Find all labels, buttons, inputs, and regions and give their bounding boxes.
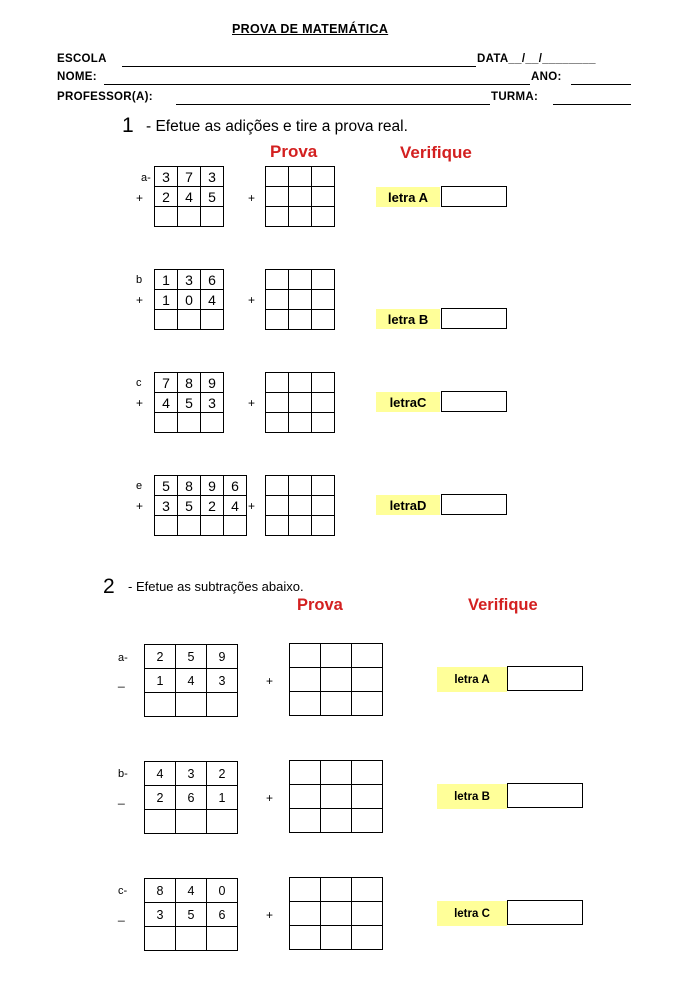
- answer-cell[interactable]: [207, 927, 238, 951]
- q1-verifique-heading: Verifique: [400, 143, 472, 162]
- q2-item-a-operator: _: [118, 674, 125, 688]
- prova-cell[interactable]: [352, 785, 383, 809]
- digit-cell: 1: [155, 290, 178, 310]
- answer-cell[interactable]: [178, 413, 201, 433]
- prova-cell[interactable]: [289, 373, 312, 393]
- q1-item-a-prova-grid[interactable]: [265, 166, 335, 227]
- answer-cell[interactable]: [155, 413, 178, 433]
- q1-item-c-verify-label: letraC: [376, 392, 440, 412]
- prova-cell[interactable]: [289, 310, 312, 330]
- digit-cell: 3: [176, 762, 207, 786]
- digit-cell: 7: [155, 373, 178, 393]
- q1-item-d-prova-operator: +: [248, 499, 256, 513]
- prova-cell[interactable]: [290, 644, 321, 668]
- q1-item-a-verify-label: letra A: [376, 187, 440, 207]
- question-1-number: 1: [122, 114, 134, 137]
- digit-cell: 9: [201, 476, 224, 496]
- digit-cell: 4: [145, 762, 176, 786]
- answer-cell[interactable]: [155, 516, 178, 536]
- q2-item-c-label: c-: [118, 885, 128, 897]
- prova-cell[interactable]: [352, 926, 383, 950]
- digit-cell: 5: [155, 476, 178, 496]
- answer-cell[interactable]: [145, 810, 176, 834]
- digit-cell: 5: [201, 187, 224, 207]
- q2-item-b-label: b-: [118, 768, 128, 780]
- answer-cell[interactable]: [178, 310, 201, 330]
- prova-cell[interactable]: [266, 207, 289, 227]
- q2-item-a-verify-label: letra A: [437, 667, 507, 692]
- q1-item-b-grid: [154, 269, 224, 330]
- q2-item-b-prova-operator: +: [266, 791, 274, 805]
- prova-cell[interactable]: [289, 290, 312, 310]
- digit-cell: 4: [176, 879, 207, 903]
- q2-item-c-verify-label: letra C: [437, 901, 507, 926]
- digit-cell: 9: [201, 373, 224, 393]
- prova-cell[interactable]: [266, 187, 289, 207]
- digit-cell: 3: [201, 167, 224, 187]
- prova-cell[interactable]: [321, 809, 352, 833]
- prova-cell[interactable]: [266, 270, 289, 290]
- prova-cell[interactable]: [312, 187, 335, 207]
- q1-item-a-label: a-: [141, 172, 151, 184]
- question-2-text: - Efetue as subtrações abaixo.: [128, 579, 304, 594]
- q1-item-d-operator: +: [136, 499, 144, 513]
- digit-cell: 5: [176, 645, 207, 669]
- digit-cell: 4: [201, 290, 224, 310]
- q1-item-b-operator: +: [136, 293, 144, 307]
- turma-label: TURMA:: [491, 91, 539, 103]
- prova-cell[interactable]: [289, 393, 312, 413]
- digit-cell: 1: [145, 669, 176, 693]
- q2-item-a-grid: [144, 644, 238, 717]
- prova-cell[interactable]: [352, 902, 383, 926]
- prova-cell[interactable]: [312, 393, 335, 413]
- prova-cell[interactable]: [352, 644, 383, 668]
- prova-cell[interactable]: [312, 207, 335, 227]
- digit-cell: 3: [207, 669, 238, 693]
- prova-cell[interactable]: [321, 692, 352, 716]
- prova-cell[interactable]: [289, 270, 312, 290]
- q1-item-a-operator: +: [136, 191, 144, 205]
- q1-item-c-label: c: [136, 377, 142, 389]
- answer-cell[interactable]: [178, 516, 201, 536]
- q2-item-c-prova-operator: +: [266, 908, 274, 922]
- prova-cell[interactable]: [290, 809, 321, 833]
- prova-cell[interactable]: [321, 785, 352, 809]
- q1-item-d-grid: [154, 475, 247, 536]
- prova-cell[interactable]: [312, 167, 335, 187]
- digit-cell: 6: [207, 903, 238, 927]
- turma-field[interactable]: [553, 104, 631, 105]
- ano-field[interactable]: [571, 84, 631, 85]
- q1-item-c-verify-box[interactable]: [441, 391, 507, 412]
- q2-item-b-prova-grid[interactable]: [289, 760, 383, 833]
- prova-cell[interactable]: [290, 668, 321, 692]
- q2-item-a-prova-grid[interactable]: [289, 643, 383, 716]
- q1-item-c-operator: +: [136, 396, 144, 410]
- prova-cell[interactable]: [312, 270, 335, 290]
- digit-cell: 0: [178, 290, 201, 310]
- answer-cell[interactable]: [224, 516, 247, 536]
- prova-cell[interactable]: [290, 785, 321, 809]
- q2-item-c-prova-grid[interactable]: [289, 877, 383, 950]
- prova-cell[interactable]: [289, 207, 312, 227]
- q1-prova-heading: Prova: [270, 142, 318, 161]
- data-label: DATA__/__/________: [477, 53, 596, 65]
- prova-cell[interactable]: [312, 516, 335, 536]
- q1-item-a-prova-operator: +: [248, 191, 256, 205]
- q1-item-a-grid: [154, 166, 224, 227]
- prova-cell[interactable]: [289, 413, 312, 433]
- q1-item-c-prova-operator: +: [248, 396, 256, 410]
- q2-verifique-heading: Verifique: [468, 596, 538, 614]
- prova-cell[interactable]: [312, 310, 335, 330]
- answer-cell[interactable]: [155, 310, 178, 330]
- digit-cell: 4: [155, 393, 178, 413]
- digit-cell: 5: [178, 393, 201, 413]
- q1-item-a-verify-box[interactable]: [441, 186, 507, 207]
- digit-cell: 3: [155, 496, 178, 516]
- digit-cell: 2: [207, 762, 238, 786]
- professor-field[interactable]: [176, 104, 490, 105]
- prova-cell[interactable]: [352, 878, 383, 902]
- q1-item-c-prova-grid[interactable]: [265, 372, 335, 433]
- answer-cell[interactable]: [145, 693, 176, 717]
- answer-cell[interactable]: [176, 810, 207, 834]
- prova-cell[interactable]: [289, 167, 312, 187]
- q1-item-d-prova-grid[interactable]: [265, 475, 335, 536]
- q2-item-b-verify-box[interactable]: [507, 783, 583, 808]
- q1-item-b-prova-operator: +: [248, 293, 256, 307]
- q2-item-b-grid: [144, 761, 238, 834]
- prova-cell[interactable]: [321, 878, 352, 902]
- prova-cell[interactable]: [290, 878, 321, 902]
- prova-cell[interactable]: [266, 310, 289, 330]
- digit-cell: 2: [145, 786, 176, 810]
- prova-cell[interactable]: [266, 413, 289, 433]
- prova-cell[interactable]: [312, 413, 335, 433]
- answer-cell[interactable]: [201, 516, 224, 536]
- digit-cell: 6: [201, 270, 224, 290]
- digit-cell: 8: [178, 476, 201, 496]
- digit-cell: 3: [178, 270, 201, 290]
- prova-cell[interactable]: [289, 187, 312, 207]
- digit-cell: 6: [224, 476, 247, 496]
- answer-cell[interactable]: [176, 693, 207, 717]
- prova-cell[interactable]: [289, 476, 312, 496]
- prova-cell[interactable]: [321, 926, 352, 950]
- answer-cell[interactable]: [176, 927, 207, 951]
- prova-cell[interactable]: [321, 902, 352, 926]
- answer-cell[interactable]: [207, 693, 238, 717]
- digit-cell: 8: [145, 879, 176, 903]
- digit-cell: 4: [176, 669, 207, 693]
- q1-item-d-verify-label: letraD: [376, 495, 440, 515]
- digit-cell: 7: [178, 167, 201, 187]
- page-title: PROVA DE MATEMÁTICA: [232, 22, 389, 36]
- q2-item-b-operator: _: [118, 791, 125, 805]
- prova-cell[interactable]: [321, 668, 352, 692]
- digit-cell: 1: [155, 270, 178, 290]
- answer-cell[interactable]: [201, 310, 224, 330]
- answer-cell[interactable]: [201, 413, 224, 433]
- prova-cell[interactable]: [290, 761, 321, 785]
- digit-cell: 8: [178, 373, 201, 393]
- q2-item-b-verify-label: letra B: [437, 784, 507, 809]
- prova-cell[interactable]: [312, 496, 335, 516]
- q2-prova-heading: Prova: [297, 596, 343, 614]
- prova-cell[interactable]: [312, 373, 335, 393]
- prova-cell[interactable]: [266, 290, 289, 310]
- digit-cell: 2: [201, 496, 224, 516]
- prova-cell[interactable]: [352, 809, 383, 833]
- prova-cell[interactable]: [312, 476, 335, 496]
- digit-cell: 3: [201, 393, 224, 413]
- digit-cell: 1: [207, 786, 238, 810]
- q2-item-a-prova-operator: +: [266, 674, 274, 688]
- escola-label: ESCOLA: [57, 53, 107, 65]
- professor-label: PROFESSOR(A):: [57, 91, 153, 103]
- digit-cell: 5: [178, 496, 201, 516]
- q1-item-b-label: b: [136, 274, 143, 286]
- q2-item-c-grid: [144, 878, 238, 951]
- digit-cell: 4: [224, 496, 247, 516]
- q2-item-a-label: a-: [118, 652, 128, 664]
- q2-item-a-verify-box[interactable]: [507, 666, 583, 691]
- answer-cell[interactable]: [207, 810, 238, 834]
- prova-cell[interactable]: [321, 761, 352, 785]
- prova-cell[interactable]: [289, 496, 312, 516]
- digit-cell: 5: [176, 903, 207, 927]
- digit-cell: 0: [207, 879, 238, 903]
- prova-cell[interactable]: [352, 668, 383, 692]
- prova-cell[interactable]: [321, 644, 352, 668]
- answer-cell[interactable]: [178, 207, 201, 227]
- prova-cell[interactable]: [266, 373, 289, 393]
- q1-item-b-verify-label: letra B: [376, 309, 440, 329]
- digit-cell: 3: [155, 167, 178, 187]
- prova-cell[interactable]: [266, 476, 289, 496]
- answer-cell[interactable]: [145, 927, 176, 951]
- q2-item-c-operator: _: [118, 908, 125, 922]
- question-1-text: - Efetue as adições e tire a prova real.: [146, 118, 408, 135]
- prova-cell[interactable]: [290, 692, 321, 716]
- nome-field[interactable]: [104, 84, 530, 85]
- digit-cell: 2: [145, 645, 176, 669]
- prova-cell[interactable]: [266, 516, 289, 536]
- digit-cell: 9: [207, 645, 238, 669]
- prova-cell[interactable]: [289, 516, 312, 536]
- prova-cell[interactable]: [290, 902, 321, 926]
- prova-cell[interactable]: [352, 692, 383, 716]
- prova-cell[interactable]: [266, 393, 289, 413]
- prova-cell[interactable]: [312, 290, 335, 310]
- prova-cell[interactable]: [352, 761, 383, 785]
- answer-cell[interactable]: [155, 207, 178, 227]
- digit-cell: 4: [178, 187, 201, 207]
- q1-item-b-prova-grid[interactable]: [265, 269, 335, 330]
- escola-field[interactable]: [122, 66, 476, 67]
- q1-item-d-label: e: [136, 480, 143, 492]
- ano-label: ANO:: [531, 71, 562, 83]
- digit-cell: 2: [155, 187, 178, 207]
- prova-cell[interactable]: [266, 167, 289, 187]
- answer-cell[interactable]: [201, 207, 224, 227]
- q1-item-d-verify-box[interactable]: [441, 494, 507, 515]
- question-2-number: 2: [103, 575, 115, 598]
- nome-label: NOME:: [57, 71, 97, 83]
- digit-cell: 3: [145, 903, 176, 927]
- q2-item-c-verify-box[interactable]: [507, 900, 583, 925]
- q1-item-b-verify-box[interactable]: [441, 308, 507, 329]
- q1-item-c-grid: [154, 372, 224, 433]
- prova-cell[interactable]: [290, 926, 321, 950]
- prova-cell[interactable]: [266, 496, 289, 516]
- digit-cell: 6: [176, 786, 207, 810]
